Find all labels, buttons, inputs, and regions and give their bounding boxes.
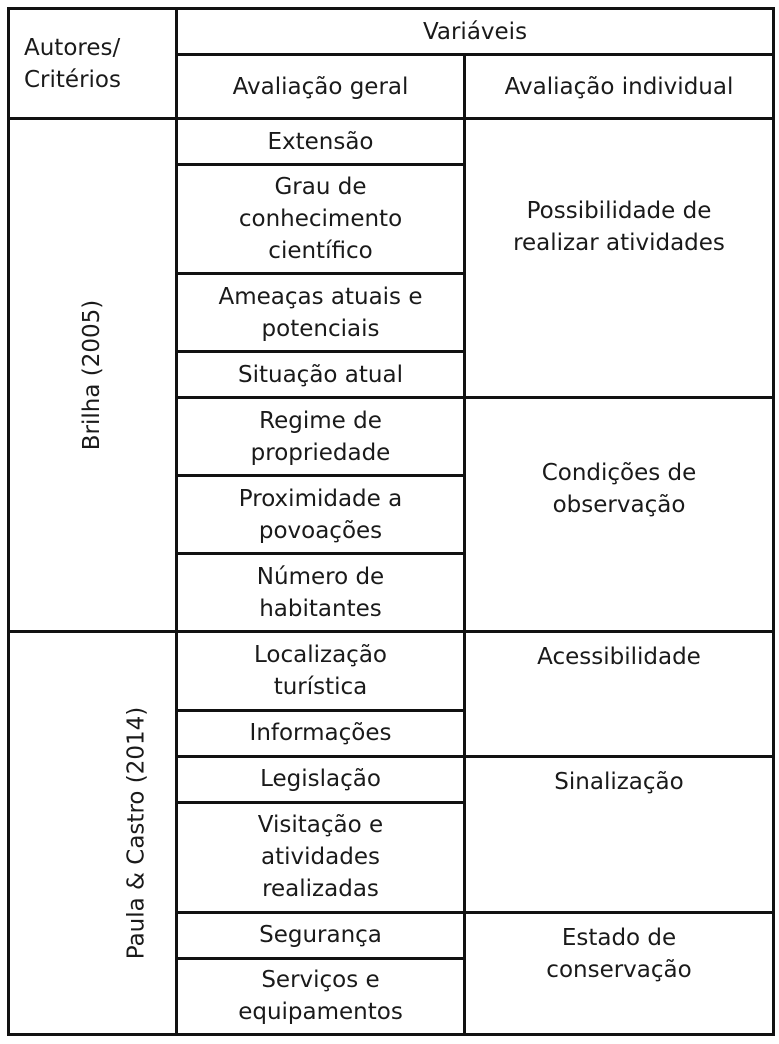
variables-header: Variáveis [177, 9, 774, 55]
variables-table [7, 7, 775, 1036]
author-cell-paula-castro [9, 632, 177, 1035]
general-cell: Extensão [177, 119, 465, 165]
individual-cell: Condições de observação [465, 398, 774, 632]
authors-criteria-header: Autores/ Critérios [9, 9, 177, 119]
general-cell: Serviços e equipamentos [177, 958, 465, 1034]
table-container [7, 7, 772, 1036]
individual-evaluation-header: Avaliação individual [465, 55, 774, 119]
general-cell: Ameaças atuais e potenciais [177, 274, 465, 352]
individual-cell: Sinalização [465, 756, 774, 912]
general-cell: Segurança [177, 912, 465, 958]
general-cell: Situação atual [177, 352, 465, 398]
individual-cell: Acessibilidade [465, 632, 774, 756]
header-row-1 [9, 9, 774, 55]
table-row [9, 119, 774, 165]
author-cell-brilha [9, 119, 177, 632]
general-cell: Grau de conhecimento científico [177, 165, 465, 274]
general-cell: Regime de propriedade [177, 398, 465, 476]
general-cell: Localização turística [177, 632, 465, 710]
table-row [9, 632, 774, 710]
individual-cell: Possibilidade de realizar atividades [465, 119, 774, 398]
general-evaluation-header: Avaliação geral [177, 55, 465, 119]
author-label: Paula & Castro (2014) [123, 706, 150, 960]
general-cell: Número de habitantes [177, 554, 465, 632]
general-cell: Informações [177, 710, 465, 756]
individual-cell: Estado de conservação [465, 912, 774, 1034]
general-cell: Visitação e atividades realizadas [177, 802, 465, 912]
general-cell: Proximidade a povoações [177, 476, 465, 554]
author-label: Brilha (2005) [79, 300, 106, 451]
general-cell: Legislação [177, 756, 465, 802]
